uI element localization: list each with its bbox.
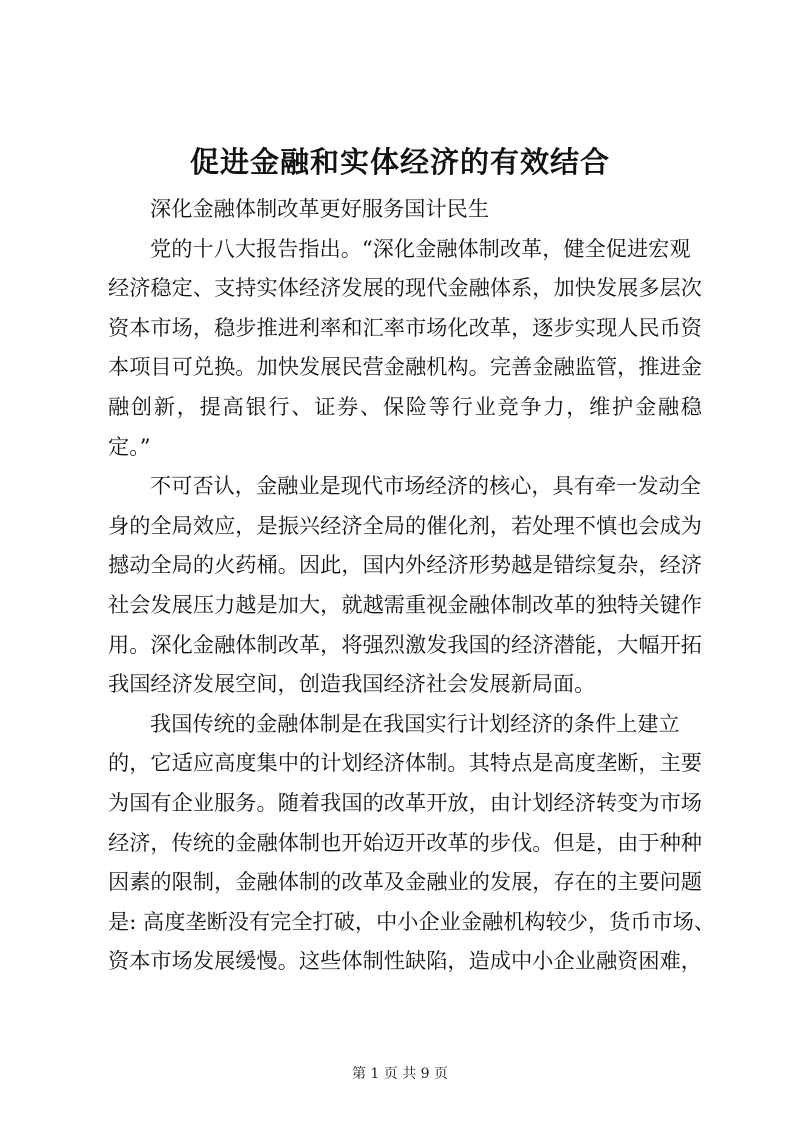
text-line: 为国有企业服务。随着我国的改革开放，由计划经济转变为市场 xyxy=(108,789,702,815)
text-line: 本项目可兑换。加快发展民营金融机构。完善金融监管，推进金 xyxy=(108,354,702,380)
text-line: 不可否认，金融业是现代市场经济的核心，具有牵一发动全 xyxy=(150,473,701,499)
text-line: 用。深化金融体制改革，将强烈激发我国的经济潜能，大幅开拓 xyxy=(108,631,702,657)
text-line: 党的十八大报告指出。“深化金融体制改革，健全促进宏观 xyxy=(150,235,691,261)
page-footer: 第 1 页 共 9 页 xyxy=(351,1066,449,1082)
text-line: 定。” xyxy=(108,433,151,459)
text-line: 身的全局效应，是振兴经济全局的催化剂，若处理不慎也会成为 xyxy=(108,512,702,538)
text-line: 经济，传统的金融体制也开始迈开改革的步伐。但是，由于种种 xyxy=(108,829,702,855)
text-line: 我国经济发展空间，创造我国经济社会发展新局面。 xyxy=(108,671,596,697)
text-line: 撼动全局的火药桶。因此，国内外经济形势越是错综复杂，经济 xyxy=(108,552,702,578)
text-line: 资本市场发展缓慢。这些体制性缺陷，造成中小企业融资困难， xyxy=(108,948,702,974)
document-title: 促进金融和实体经济的有效结合 xyxy=(189,145,610,179)
text-line: 经济稳定、支持实体经济发展的现代金融体系，加快发展多层次 xyxy=(108,275,702,301)
text-line: 资本市场，稳步推进利率和汇率市场化改革，逐步实现人民币资 xyxy=(108,314,702,340)
text-line: 深化金融体制改革更好服务国计民生 xyxy=(150,196,490,221)
text-line: 的，它适应高度集中的计划经济体制。其特点是高度垄断，主要 xyxy=(108,750,702,776)
text-line: 是: 高度垄断没有完全打破，中小企业金融机构较少，货币市场、 xyxy=(108,908,716,934)
text-line: 我国传统的金融体制是在我国实行计划经济的条件上建立 xyxy=(150,710,680,736)
text-line: 融创新，提高银行、证券、保险等行业竞争力，维护金融稳 xyxy=(108,393,702,419)
text-line: 因素的限制，金融体制的改革及金融业的发展，存在的主要问题 xyxy=(108,869,702,895)
document-body xyxy=(108,189,716,981)
text-line: 社会发展压力越是加大，就越需重视金融体制改革的独特关键作 xyxy=(108,591,702,617)
